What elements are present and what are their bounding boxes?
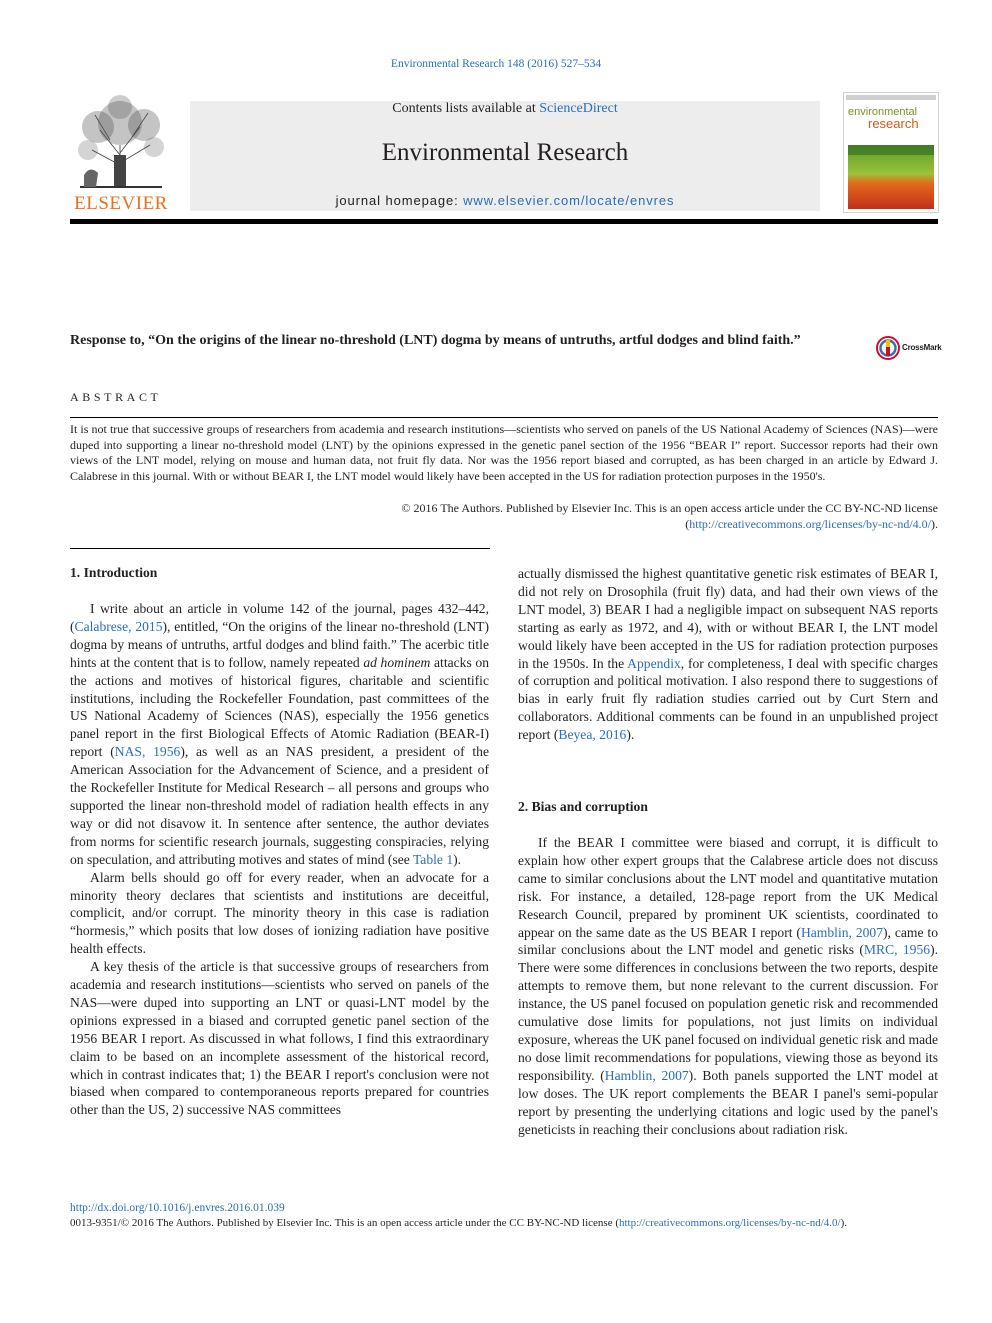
italic-term: ad hominem	[363, 654, 431, 670]
intro-paragraph-3: A key thesis of the article is that successive groups of researchers from academia and research institutions—scientists who served on panels of the NAS—were duped into supporting an LNT or quasi-LNT model by the opinions expressed in a biased and corrupted genetic panel section of the 1956 BEAR I report. As discussed in what follows, I find this extraordinary claim to be based on an incomplete assessment of the historical record, which in contrast indicates that; 1) the BEAR I report's conclusion were not biased when compared to contemporaneous reports prepared for countries other than the US, 2) successive NAS committees	[70, 959, 489, 1118]
left-column	[70, 600, 489, 1119]
text-run: , for completeness, I deal with specific charges of corruption and political motivation. I also respond there to suggestions of bias in early fruit fly radiation studies carried out by Curt Stern and collaborators. Additional comments can be found in an unpublished project report (	[518, 655, 938, 743]
issn-license-line	[70, 1217, 938, 1229]
ref-calabrese-2015[interactable]: Calabrese, 2015	[74, 618, 163, 634]
abstract-heading: ABSTRACT	[70, 390, 162, 404]
ref-table-1[interactable]: Table 1	[412, 851, 454, 867]
ref-appendix[interactable]: Appendix	[627, 655, 681, 671]
text-run: actually dismissed the highest quantitative genetic risk estimates of BEAR I, did not rely on Drosophila (fruit fly) data, and had their own views of the LNT model, 3) BEAR I had a negligible impact on subsequent NAS reports starting as early as 1972, and 4), with or without BEAR I, the LNT model would likely have been accepted in the US for radiation protection purposes in the 1950s. In the	[518, 566, 938, 671]
footer-license-link[interactable]: http://creativecommons.org/licenses/by-nc-nd/4.0/	[619, 1217, 841, 1229]
homepage-line	[190, 193, 820, 208]
journal-title: Environmental Research	[381, 139, 629, 166]
text-run: ). There were some differences in conclusions between the two reports, despite attempts to remove them, but none relevant to the current discussion. For instance, the US panel focused on population genetic risk and recommended cumulative dose limits for populations, not just limits on individual exposure, whereas the UK panel focused on individual genetic risk and made no dose limit recommendations for populations, viewing those as beyond its responsibility. (	[518, 942, 938, 1083]
contents-prefix: Contents lists available at	[392, 101, 540, 116]
abstract-text: It is not true that successive groups of researchers from academia and research institutions—scientists who served on panels of the US National Academy of Sciences (NAS)—were duped into supporting a linear no-threshold model (LNT) by the opinions expressed in the genetic panel section of the 1956 “BEAR I” report. Successor reports had their own views of the LNT model, relying on mouse and human data, not fruit fly data. Nor was the 1956 report biased and corrupted, as has been charged in an article by Edward J. Calabrese in this journal. With or without BEAR I, the LNT model would likely have been accepted in the US for radiation protection purposes in the 1950's.	[70, 422, 938, 484]
journal-cover[interactable]	[843, 92, 939, 213]
section-1-heading: 1. Introduction	[70, 565, 158, 580]
sciencedirect-link[interactable]: ScienceDirect	[539, 101, 618, 116]
ref-nas-1956[interactable]: NAS, 1956	[114, 744, 181, 760]
section-2-heading: 2. Bias and corruption	[518, 799, 648, 814]
homepage-prefix: journal homepage:	[335, 193, 464, 208]
text-run: I write about an article in volume 142 of the journal, pages 432–442, (	[70, 601, 489, 634]
intro-paragraph-3-continued	[518, 565, 938, 744]
cover-title-line1: environmental	[848, 106, 918, 118]
intro-paragraph-1	[70, 600, 489, 869]
text-run: ).	[453, 851, 462, 867]
crossmark-label: CrossMark	[902, 343, 942, 352]
text-run: ).	[626, 727, 635, 743]
ref-hamblin-2007[interactable]: Hamblin, 2007	[800, 924, 884, 940]
ref-hamblin-2007-b[interactable]: Hamblin, 2007	[604, 1067, 689, 1083]
right-column-continuation	[518, 565, 938, 744]
text-run: If the BEAR I committee were biased and corrupt, it is difficult to explain how other expert groups that the Calabrese article does not discuss came to similar conclusions about the LNT model and quantitative mutation risk. For instance, a detailed, 128-page report from the UK Medical Research Council, prepared by prominent UK scientists, coordinated to appear on the same date as the US BEAR I report (	[518, 835, 938, 940]
abstract-divider	[70, 417, 938, 418]
ref-beyea-2016[interactable]: Beyea, 2016	[558, 727, 627, 743]
ref-mrc-1956[interactable]: MRC, 1956	[863, 942, 931, 958]
crossmark-badge[interactable]	[876, 336, 942, 360]
homepage-link[interactable]: www.elsevier.com/locate/envres	[463, 193, 675, 208]
journal-header	[190, 101, 820, 211]
license-link[interactable]: http://creativecommons.org/licenses/by-nc-nd/4.0/	[689, 516, 931, 531]
doi-link[interactable]: http://dx.doi.org/10.1016/j.envres.2016.01.039	[70, 1202, 285, 1214]
issn-text: 0013-9351/© 2016 The Authors. Published by Elsevier Inc. This is an open access article under the CC BY-NC-ND license (	[70, 1217, 619, 1229]
elsevier-tree-icon	[70, 95, 172, 191]
bias-paragraph-1	[518, 834, 938, 1138]
section-2-body	[518, 834, 938, 1138]
abstract-copyright: © 2016 The Authors. Published by Elsevier Inc. This is an open access article under the CC BY-NC-ND license (http://creativecommons.org/licenses/by-nc-nd/4.0/).	[401, 501, 938, 531]
contents-line	[190, 101, 820, 117]
elsevier-logo[interactable]	[70, 95, 172, 213]
abstract-end-divider	[70, 548, 490, 549]
elsevier-wordmark: ELSEVIER	[74, 193, 168, 214]
copyright-statement: © 2016 The Authors. Published by Elsevier Inc. This is an open access article under the CC BY-NC-ND license	[401, 501, 938, 515]
crossmark-icon	[876, 336, 900, 360]
text-run: ), entitled, “On the origins of the linear no-threshold (LNT) dogma by means of untruths, artful dodges and blind faith.” The acerbic title hints at the content that is to follow, namely repeated	[70, 618, 490, 670]
cover-title-line2: research	[868, 116, 919, 131]
header-divider	[70, 219, 938, 224]
journal-citation[interactable]: Environmental Research 148 (2016) 527–534	[390, 58, 602, 70]
text-run: ), came to similar conclusions about the LNT model and genetic risks (	[518, 924, 938, 958]
text-run: attacks on the actions and motives of historical figures, charitable and scientific institutions, including the Rockefeller Foundation, past committees of the US National Academy of Sciences (NAS), especially the 1956 genetics panel report in the first Biological Effects of Atomic Radiation (BEAR-I) report (	[70, 654, 489, 760]
intro-paragraph-2: Alarm bells should go off for every reader, when an advocate for a minority theory declares that scientists and institutions are deceitful, complicit, and/or corrupt. The minority theory in this case is radiation “hormesis,” which posits that low doses of ionizing radiation have positive health effects.	[70, 869, 489, 957]
issn-end: ).	[840, 1217, 848, 1229]
text-run: ). Both panels supported the LNT model at low doses. The UK report complements the BEAR I panel's semi-popular report by presenting the underlying citations and logic used by the panel's geneticists in reaching their conclusions about radiation risk.	[518, 1067, 938, 1137]
article-title: Response to, “On the origins of the linear no-threshold (LNT) dogma by means of untruths, artful dodges and blind faith.”	[70, 333, 801, 348]
text-run: ), as well as an NAS president, a president of the American Association for the Advancement of Science, and a president of the Rockefeller Institute for Medical Research – all persons and groups who supported the linear non-threshold model of radiation health effects in any way or did not disavow it. In sentence after sentence, the author deviates from norms for scientific research journals, suggesting conspiracies, relying on speculation, and attributing motives and states of mind (see	[70, 744, 489, 867]
